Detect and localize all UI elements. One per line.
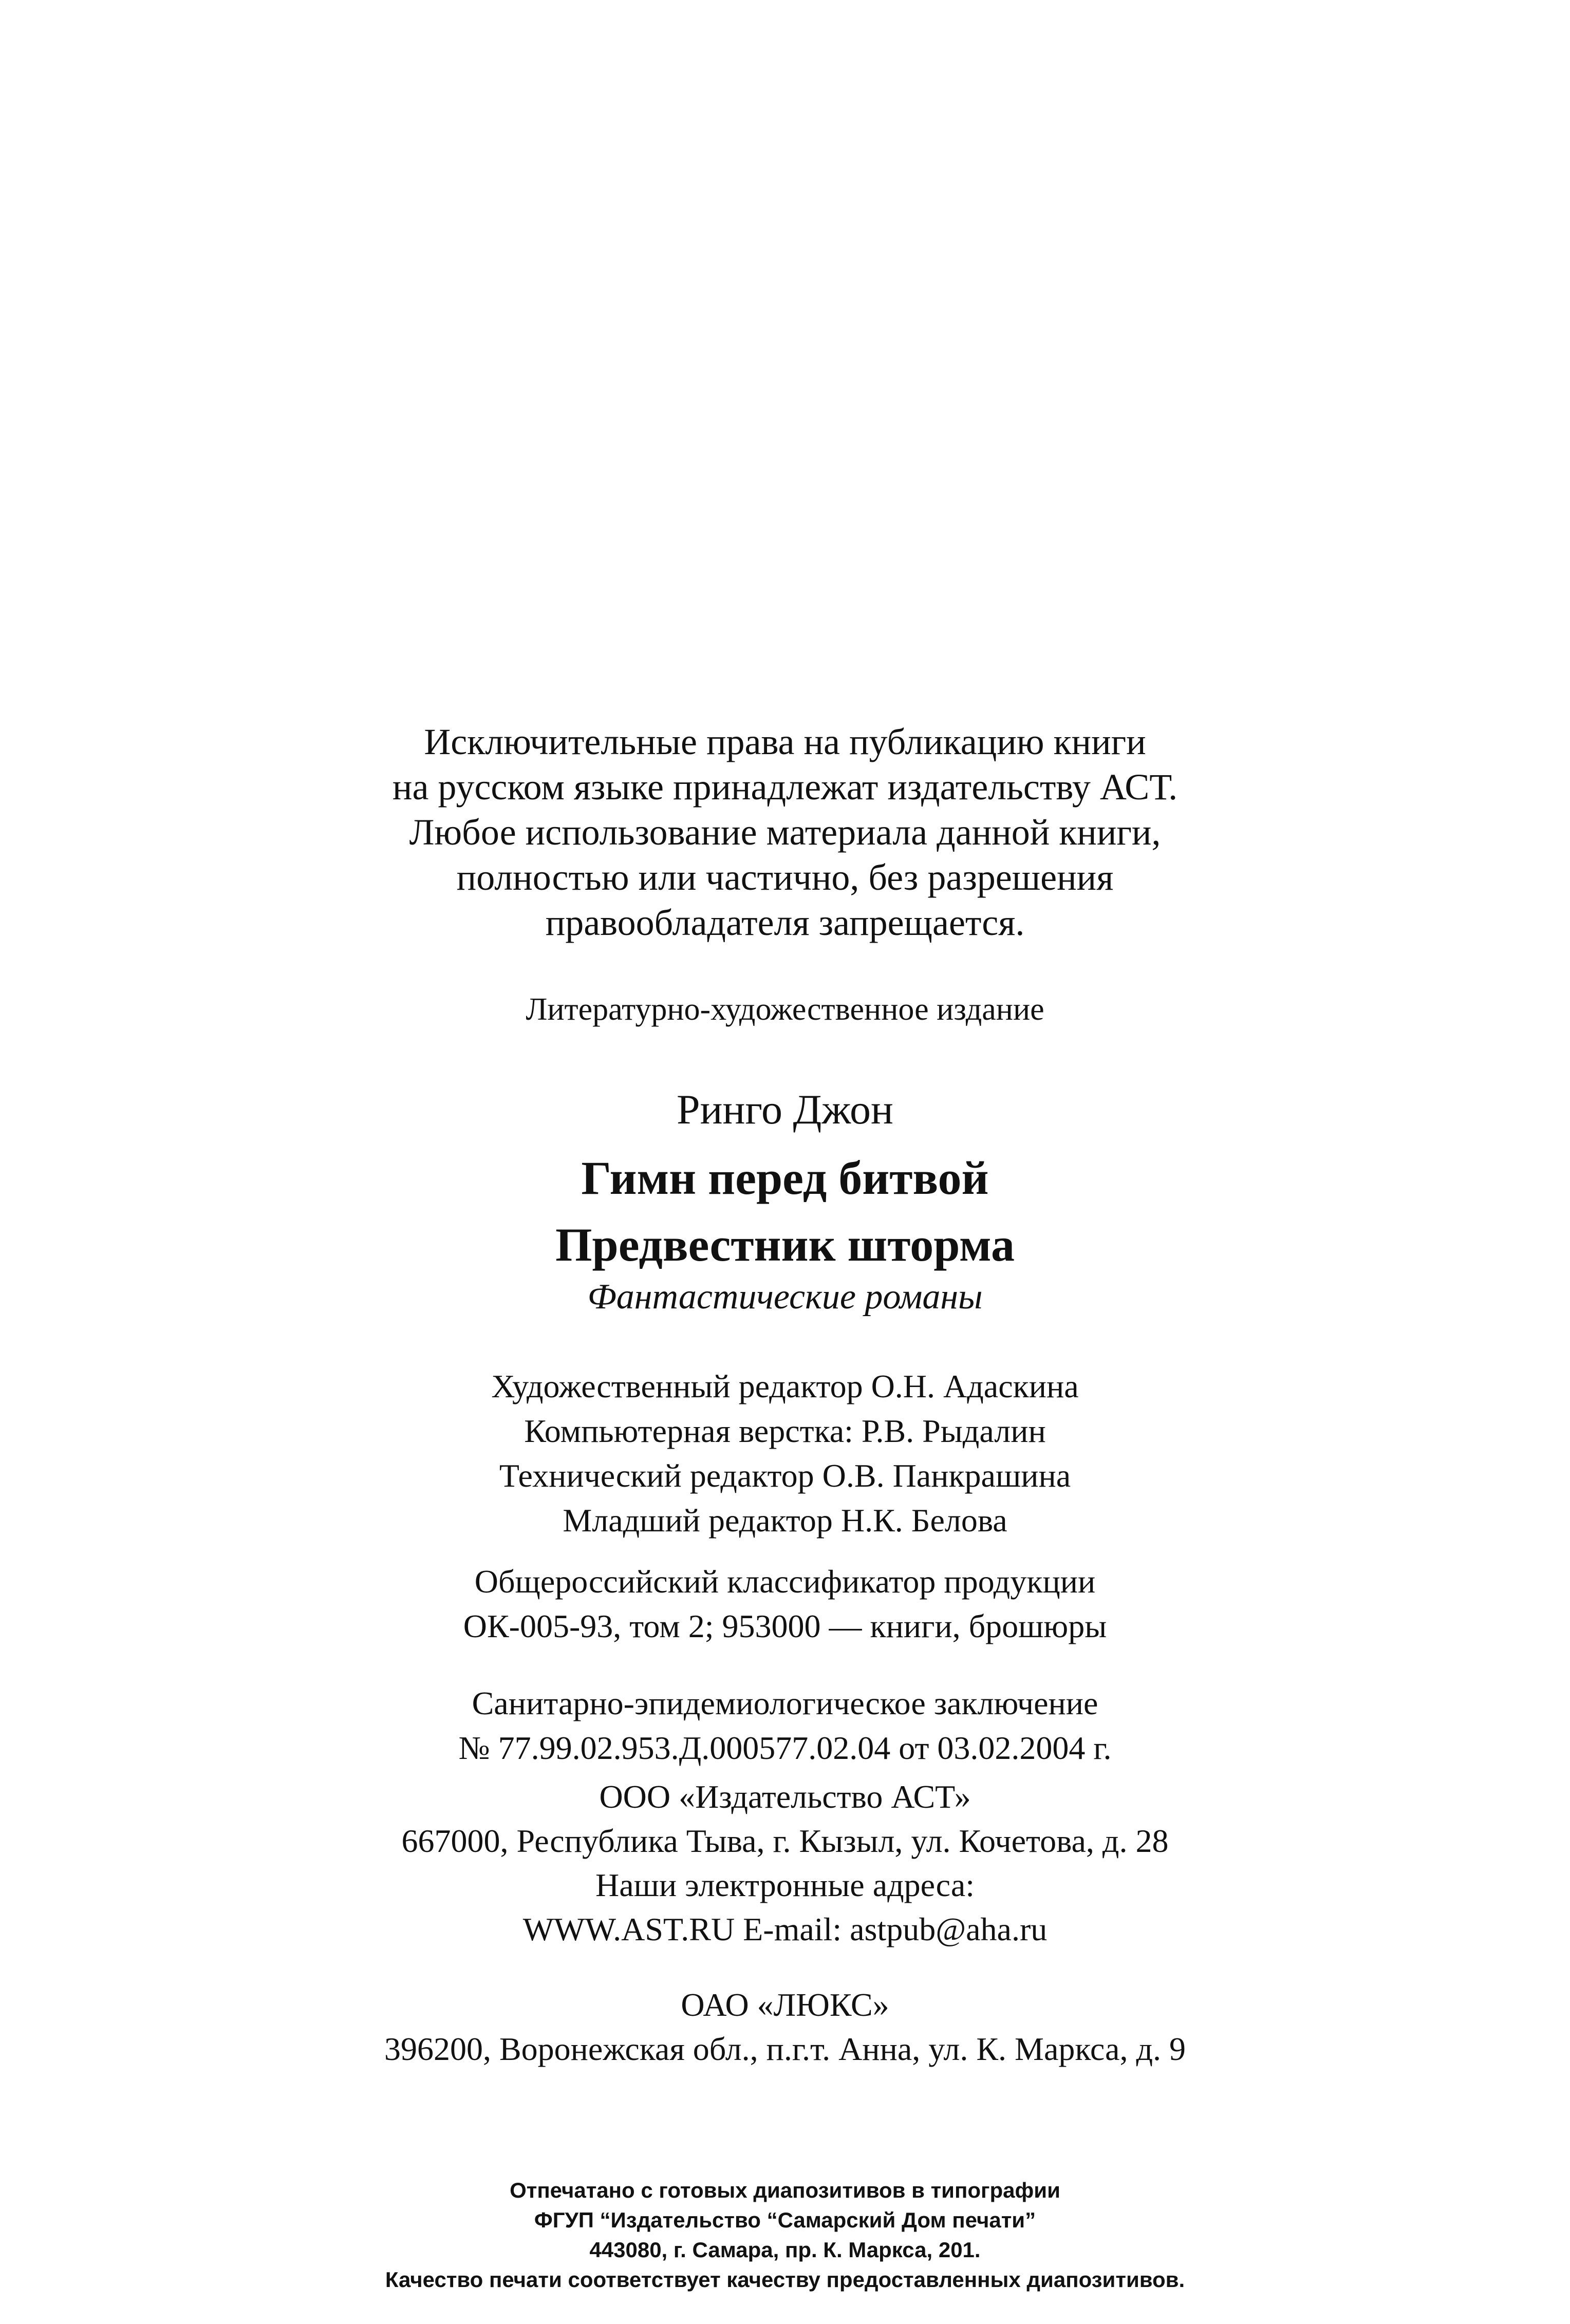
rights-line: правообладателя запрещается. bbox=[545, 902, 1025, 943]
print-footer-line: ФГУП “Издательство “Самарский Дом печати” bbox=[534, 2208, 1036, 2232]
printer-info bbox=[0, 1983, 1570, 2071]
publisher-line: 667000, Республика Тыва, г. Кызыл, ул. Кочетова, д. 28 bbox=[401, 1823, 1169, 1859]
rights-line: Исключительные права на публикацию книги bbox=[424, 721, 1146, 762]
genre-label bbox=[0, 989, 1570, 1030]
editorial-staff bbox=[0, 1364, 1570, 1543]
sanitary-line: № 77.99.02.953.Д.000577.02.04 от 03.02.2004 г. bbox=[458, 1730, 1112, 1766]
printer-line: 396200, Воронежская обл., п.г.т. Анна, ул. К. Маркса, д. 9 bbox=[384, 2031, 1186, 2067]
printer-line: ОАО «ЛЮКС» bbox=[681, 1986, 889, 2023]
sanitary-line: Санитарно-эпидемиологическое заключение bbox=[472, 1685, 1098, 1721]
author-text: Ринго Джон bbox=[677, 1086, 893, 1133]
subtitle-text: Фантастические романы bbox=[587, 1277, 983, 1317]
rights-notice bbox=[0, 719, 1570, 945]
publisher-line: Наши электронные адреса: bbox=[595, 1867, 975, 1903]
book-title: Гимн перед битвой bbox=[581, 1152, 989, 1204]
rights-line: Любое использование материала данной книги, bbox=[409, 812, 1161, 853]
print-footer-line: 443080, г. Самара, пр. К. Маркса, 201. bbox=[589, 2238, 981, 2262]
print-footer-line: Отпечатано с готовых диапозитивов в типографии bbox=[510, 2178, 1060, 2202]
rights-line: полностью или частично, без разрешения bbox=[456, 857, 1114, 898]
staff-line: Технический редактор О.В. Панкрашина bbox=[499, 1457, 1071, 1494]
staff-line: Художественный редактор О.Н. Адаскина bbox=[491, 1368, 1079, 1404]
print-footer bbox=[0, 2176, 1570, 2295]
publisher-web-line: WWW.AST.RU E-mail: astpub@aha.ru bbox=[522, 1911, 1048, 1947]
staff-line: Младший редактор Н.К. Белова bbox=[563, 1502, 1007, 1539]
author-name bbox=[0, 1084, 1570, 1135]
book-subtitle bbox=[0, 1274, 1570, 1320]
book-titles bbox=[0, 1145, 1570, 1278]
genre-text: Литературно-художественное издание bbox=[526, 992, 1044, 1027]
print-footer-line: Качество печати соответствует качеству предоставленных диапозитивов. bbox=[385, 2267, 1185, 2292]
classifier-line: Общероссийский классификатор продукции bbox=[474, 1563, 1096, 1600]
product-classifier bbox=[0, 1559, 1570, 1648]
publisher-info bbox=[0, 1775, 1570, 1952]
staff-line: Компьютерная верстка: Р.В. Рыдалин bbox=[524, 1413, 1046, 1449]
book-title: Предвестник шторма bbox=[555, 1219, 1015, 1271]
sanitary-certificate bbox=[0, 1681, 1570, 1770]
publisher-line: ООО «Издательство АСТ» bbox=[599, 1778, 971, 1815]
classifier-line: ОК-005-93, том 2; 953000 — книги, брошюры bbox=[463, 1608, 1107, 1644]
rights-line: на русском языке принадлежат издательству АСТ. bbox=[392, 766, 1178, 808]
